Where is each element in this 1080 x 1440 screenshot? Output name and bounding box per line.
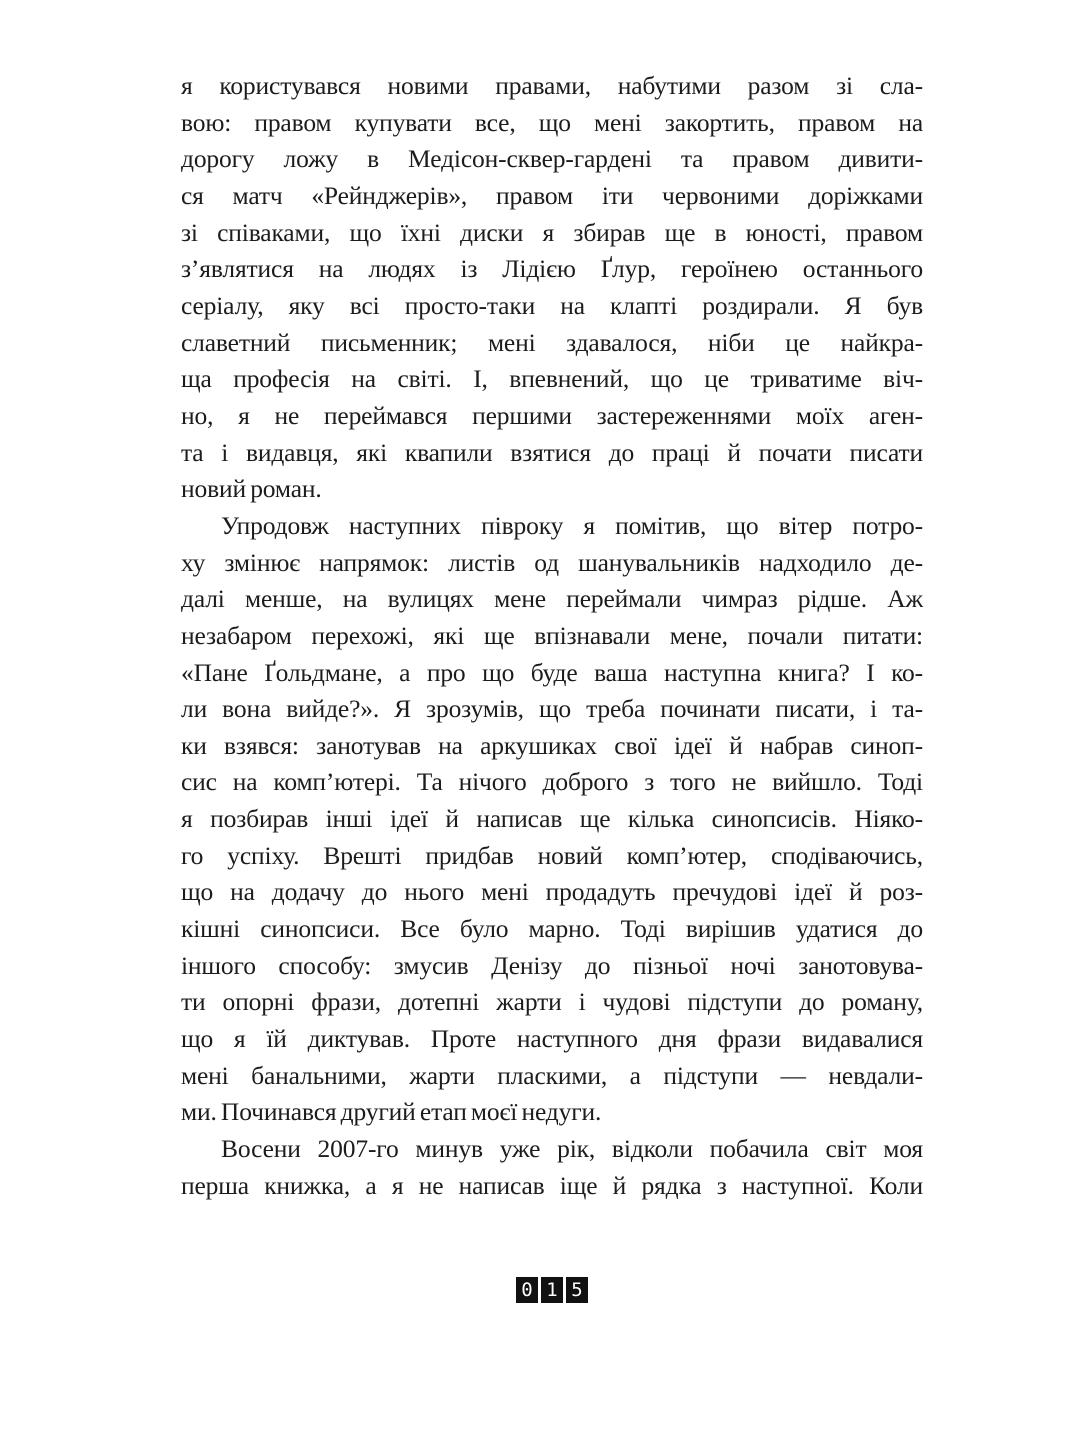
text-line: Упродовж наступних півроку я помітив, що вітер потро- [221,510,923,540]
text-line: незабаром перехожі, які ще впізнавали мене, почали питати: [181,620,923,650]
text-line: ти опорні фрази, дотепні жарти і чудові підступи до роману, [181,987,923,1017]
text-line: та і видавця, які квапили взятися до праці й почати писати [181,437,923,467]
text-line: новий роман. [181,474,322,504]
page-number [181,1277,923,1303]
text-line: іншого способу: змусив Денізу до пізньої ночі занотовува- [181,950,923,980]
text-line: далі менше, на вулицях мене переймали чимраз рідше. Аж [181,584,923,614]
text-line: Восени 2007-го минув уже рік, відколи побачила світ моя [221,1134,923,1164]
text-line: «Пане Ґольдмане, а про що буде ваша наступна книга? І ко- [181,657,923,687]
text-line: перша книжка, а я не написав іще й рядка з наступної. Коли [181,1170,923,1200]
text-line: дорогу ложу в Медісон-сквер-гардені та правом дивити- [181,144,923,174]
page-number-digit: 0 [516,1277,538,1303]
text-line: зі співаками, що їхні диски я збирав ще в юності, правом [181,217,923,247]
text-line: кішні синопсиси. Все було марно. Тоді вирішив удатися до [181,914,923,944]
text-line: ми. Починався другий етап моєї недуги. [181,1097,602,1127]
text-line: го успіху. Врешті придбав новий комп’ютер, сподіваючись, [181,840,923,870]
page-text-block [181,68,923,1204]
text-line: з’являтися на людях із Лідією Ґлур, героїнею останнього [181,254,923,284]
text-line: ху змінює напрямок: листів од шанувальників надходило де- [181,547,923,577]
text-line: що на додачу до нього мені продадуть пречудові ідеї й роз- [181,877,923,907]
text-line: я користувався новими правами, набутими разом зі сла- [181,71,923,100]
text-line: ки взявся: занотував на аркушиках свої ідеї й набрав синоп- [181,730,923,760]
text-line: славетний письменник; мені здавалося, ніби це найкра- [181,327,923,357]
text-line: но, я не переймався першими застереженнями моїх аген- [181,400,923,430]
page-number-digit: 5 [566,1277,588,1303]
text-line: сис на комп’ютері. Та нічого доброго з того не вийшло. Тоді [181,767,923,797]
text-line: вою: правом купувати все, що мені закортить, правом на [181,107,923,137]
text-line: я позбирав інші ідеї й написав ще кілька синопсисів. Ніяко- [181,804,923,834]
text-line: що я їй диктував. Проте наступного дня фрази видавалися [181,1024,923,1054]
page-number-digit: 1 [541,1277,563,1303]
text-line: ли вона вийде?». Я зрозумів, що треба починати писати, і та- [181,694,923,724]
text-line: ща професія на світі. І, впевнений, що це триватиме віч- [181,364,923,394]
text-line: ся матч «Рейнджерів», правом іти червоними доріжками [181,180,923,210]
text-line: мені банальними, жарти пласкими, а підступи — невдали- [181,1060,923,1090]
text-line: серіалу, яку всі просто-таки на клапті роздирали. Я був [181,290,923,320]
